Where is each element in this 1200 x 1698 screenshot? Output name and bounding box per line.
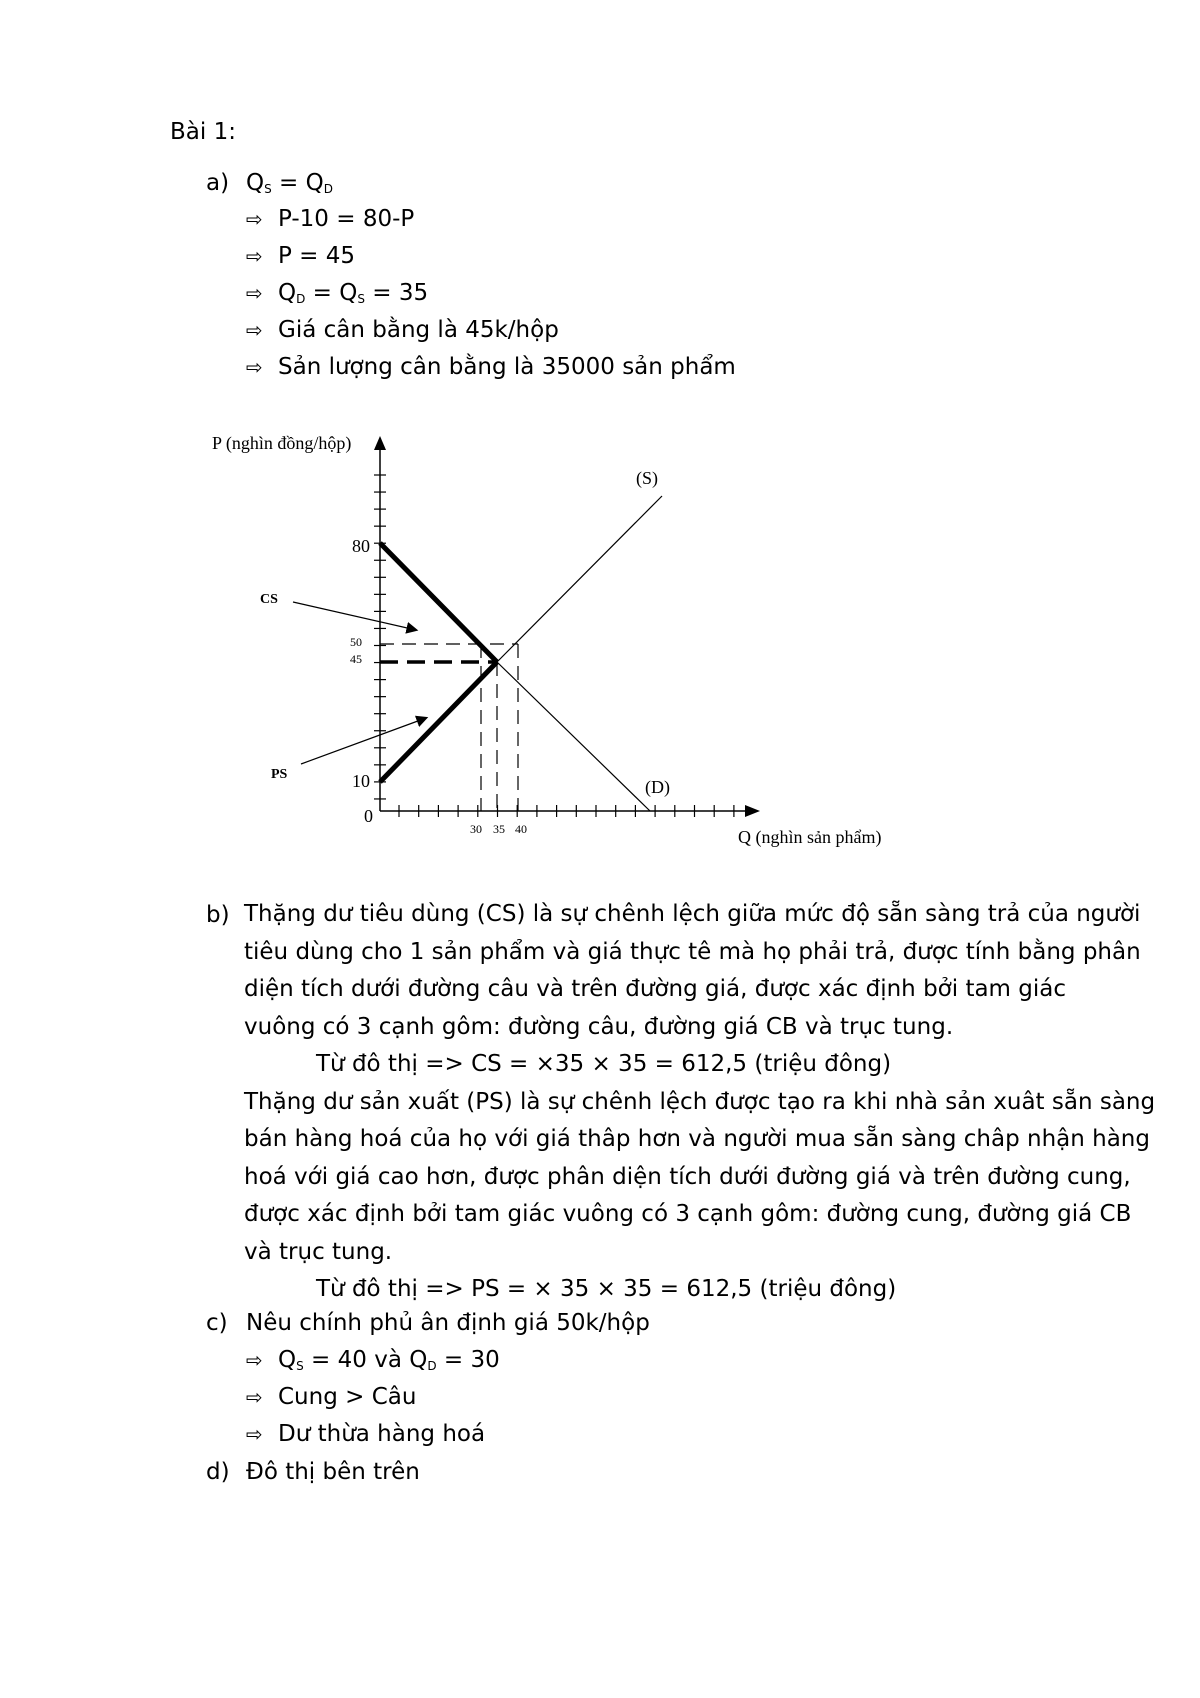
part-a-step: ⇨ P-10 = 80-P xyxy=(246,206,415,232)
y-tick-label-80: 80 xyxy=(352,536,370,556)
part-a-step: ⇨ Giá cân bằng là 45k/hộp xyxy=(246,317,559,343)
ps-annotation: PS xyxy=(271,767,288,782)
part-d-label: d) xyxy=(206,1459,230,1485)
demand-label: (D) xyxy=(645,777,670,797)
supply-curve xyxy=(497,496,662,662)
arrow-right-icon: ⇨ xyxy=(246,355,263,379)
y-tick-label-10: 10 xyxy=(352,771,370,791)
cs-annotation: CS xyxy=(260,592,278,607)
x-tick-label-30: 30 xyxy=(470,822,482,836)
part-a-label: a) xyxy=(206,170,230,196)
arrow-right-icon: ⇨ xyxy=(246,1385,263,1409)
part-c-step: ⇨ Cung > Câu xyxy=(246,1384,417,1410)
demand-curve xyxy=(497,662,650,811)
part-c-step: ⇨ $Q_S = 40$ và $Q_D = 30$ xyxy=(246,1347,500,1373)
supply-demand-chart xyxy=(0,420,1200,890)
part-a-step: ⇨ $Q_D = Q_S = 35$ xyxy=(246,280,429,306)
x-axis-label: Q (nghìn sản phẩm) xyxy=(738,827,882,847)
arrow-right-icon: ⇨ xyxy=(246,207,263,231)
exercise-title: Bài 1: xyxy=(170,119,236,145)
supply-label: (S) xyxy=(636,468,658,488)
part-c-heading: c) Nêu chính phủ ân định giá 50k/hộp xyxy=(206,1310,650,1336)
arrow-right-icon: ⇨ xyxy=(246,244,263,268)
arrow-right-icon: ⇨ xyxy=(246,318,263,342)
part-d-heading: d) Đô thị bên trên xyxy=(206,1459,420,1485)
cs-calculation: Từ đô thị => CS = ×35 × 35 = 612,5 (triệu đông) xyxy=(316,1051,892,1077)
y-tick-label-50: 50 xyxy=(350,635,362,649)
y-tick-label-45: 45 xyxy=(350,652,362,666)
arrow-right-icon: ⇨ xyxy=(246,1422,263,1446)
arrow-right-icon: ⇨ xyxy=(246,281,263,305)
x-tick-label-35: 35 xyxy=(493,822,505,836)
ps-calculation: Từ đô thị => PS = × 35 × 35 = 612,5 (triệu đông) xyxy=(316,1276,897,1302)
y-axis-arrow-icon xyxy=(374,436,386,450)
origin-label: 0 xyxy=(364,806,373,826)
x-axis-arrow-icon xyxy=(745,805,760,817)
part-c-label: c) xyxy=(206,1310,228,1336)
part-a-equation: a) $Q_S = Q_D$ xyxy=(206,170,333,196)
part-b-label: b) xyxy=(206,902,230,928)
part-b-cs-paragraph: Thặng dư tiêu dùng (CS) là sự chênh lệch giữa mức độ sẵn sàng trả của người tiêu dùng cho 1 sản phẩm và giá thực tê mà họ phải trả, được tính bằng phân diện tích dưới đường câu và trên đường giá, được xác định bởi tam giác vuông có 3 cạnh gôm: đường câu, đường giá CB và trục tung. Từ đô thị => CS = ×35 × 35 = 612,5 (triệu đông) Thặng dư sản xuất (PS) là sự chênh lệch được tạo ra khi nhà sản xuât sẵn sàng bán hàng hoá của họ với giá thâp hơn và người mua sẵn sàng châp nhận hàng hoá với giá cao hơn, được phân diện tích dưới đường giá và trên đường cung, được xác định bởi tam giác vuông có 3 cạnh gôm: đường cung, đường giá CB và trục tung. Từ đô thị => PS = × 35 × 35 = 612,5 (triệu đông) xyxy=(244,896,1144,1309)
part-c-step: ⇨ Dư thừa hàng hoá xyxy=(246,1421,486,1447)
ps-supply-segment xyxy=(380,662,497,782)
arrow-right-icon: ⇨ xyxy=(246,1348,263,1372)
y-axis-label: P (nghìn đồng/hộp) xyxy=(212,433,352,453)
x-tick-label-40: 40 xyxy=(515,822,527,836)
part-a-step: ⇨ P = 45 xyxy=(246,243,356,269)
part-a-step: ⇨ Sản lượng cân bằng là 35000 sản phẩm xyxy=(246,354,736,380)
cs-pointer-arrow xyxy=(293,602,416,630)
